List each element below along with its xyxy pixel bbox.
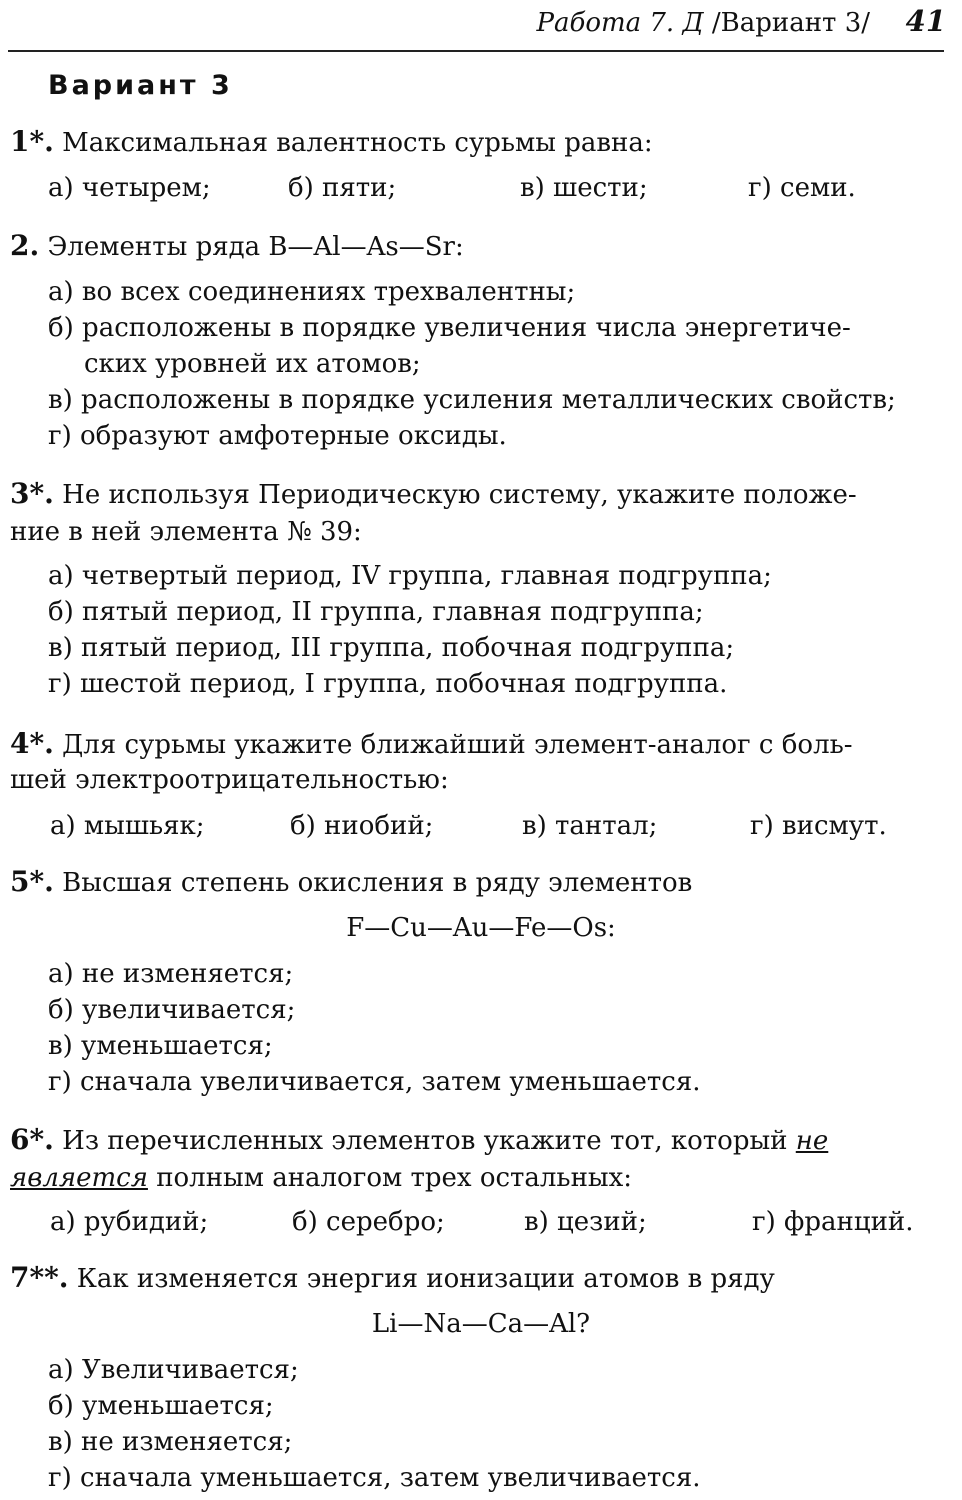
question-5-number: 5*. [10, 865, 54, 898]
question-6-stem: 6*. Из перечисленных элементов укажите тот, который не [10, 1123, 829, 1156]
option: в) пятый период, III группа, побочная подгруппа; [48, 633, 735, 663]
option: б) серебро; [292, 1207, 445, 1237]
option: а) не изменяется; [48, 959, 294, 989]
question-4-stem: 4*. Для сурьмы укажите ближайший элемент-аналог с боль- [10, 727, 853, 760]
question-3-number: 3*. [10, 477, 54, 510]
question-4-stem-line2: шей электроотрицательностью: [10, 765, 449, 795]
option: г) висмут. [750, 811, 887, 841]
option: а) мышьяк; [50, 811, 205, 841]
question-3-stem-line2: ние в ней элемента № 39: [10, 517, 362, 547]
question-4-number: 4*. [10, 727, 54, 760]
header-variant-tag: /Вариант 3/ [711, 8, 870, 38]
option: а) Увеличивается; [48, 1355, 299, 1385]
option: а) во всех соединениях трехвалентны; [48, 277, 576, 307]
option: в) уменьшается; [48, 1031, 273, 1061]
question-2-stem: 2. Элементы ряда B—Al—As—Sr: [10, 229, 464, 262]
question-6-number: 6*. [10, 1123, 54, 1156]
option: г) семи. [748, 173, 856, 203]
option: в) тантал; [522, 811, 658, 841]
option: в) цезий; [524, 1207, 647, 1237]
option: г) сначала увеличивается, затем уменьшается. [48, 1067, 701, 1097]
option: г) сначала уменьшается, затем увеличивается. [48, 1463, 701, 1493]
question-5-formula: F—Cu—Au—Fe—Os: [346, 913, 616, 943]
option-continuation: ских уровней их атомов; [84, 349, 421, 379]
option: в) шести; [520, 173, 648, 203]
option: б) пяти; [288, 173, 397, 203]
option: б) увеличивается; [48, 995, 296, 1025]
running-header [470, 8, 870, 38]
question-2-number: 2. [10, 229, 40, 262]
option: б) уменьшается; [48, 1391, 274, 1421]
question-7-number: 7**. [10, 1261, 69, 1294]
emphasis-is: является [10, 1163, 148, 1193]
option: в) не изменяется; [48, 1427, 293, 1457]
option: г) образуют амфотерные оксиды. [48, 421, 507, 451]
option: а) рубидий; [50, 1207, 209, 1237]
question-7-stem: 7**. Как изменяется энергия ионизации атомов в ряду [10, 1261, 775, 1294]
header-rule [8, 50, 944, 52]
page-number: 41 [905, 4, 946, 38]
question-1-number: 1*. [10, 125, 54, 158]
option: а) четырем; [48, 173, 211, 203]
emphasis-not: не [795, 1126, 829, 1156]
question-5-stem: 5*. Высшая степень окисления в ряду элементов [10, 865, 693, 898]
variant-heading: Вариант 3 [48, 70, 233, 101]
question-7-formula: Li—Na—Ca—Al? [371, 1309, 591, 1339]
option: б) расположены в порядке увеличения числа энергетиче- [48, 313, 851, 343]
option: г) франций. [752, 1207, 914, 1237]
question-1-stem: 1*. Максимальная валентность сурьмы равна: [10, 125, 653, 158]
header-title: Работа 7. Д [536, 8, 704, 38]
question-3-stem: 3*. Не используя Периодическую систему, укажите положе- [10, 477, 857, 510]
option: в) расположены в порядке усиления металлических свойств; [48, 385, 896, 415]
option: б) ниобий; [290, 811, 434, 841]
option: г) шестой период, I группа, побочная подгруппа. [48, 669, 728, 699]
option: б) пятый период, II группа, главная подгруппа; [48, 597, 704, 627]
question-6-stem-line2: является полным аналогом трех остальных: [10, 1163, 633, 1193]
option: а) четвертый период, IV группа, главная подгруппа; [48, 561, 772, 591]
